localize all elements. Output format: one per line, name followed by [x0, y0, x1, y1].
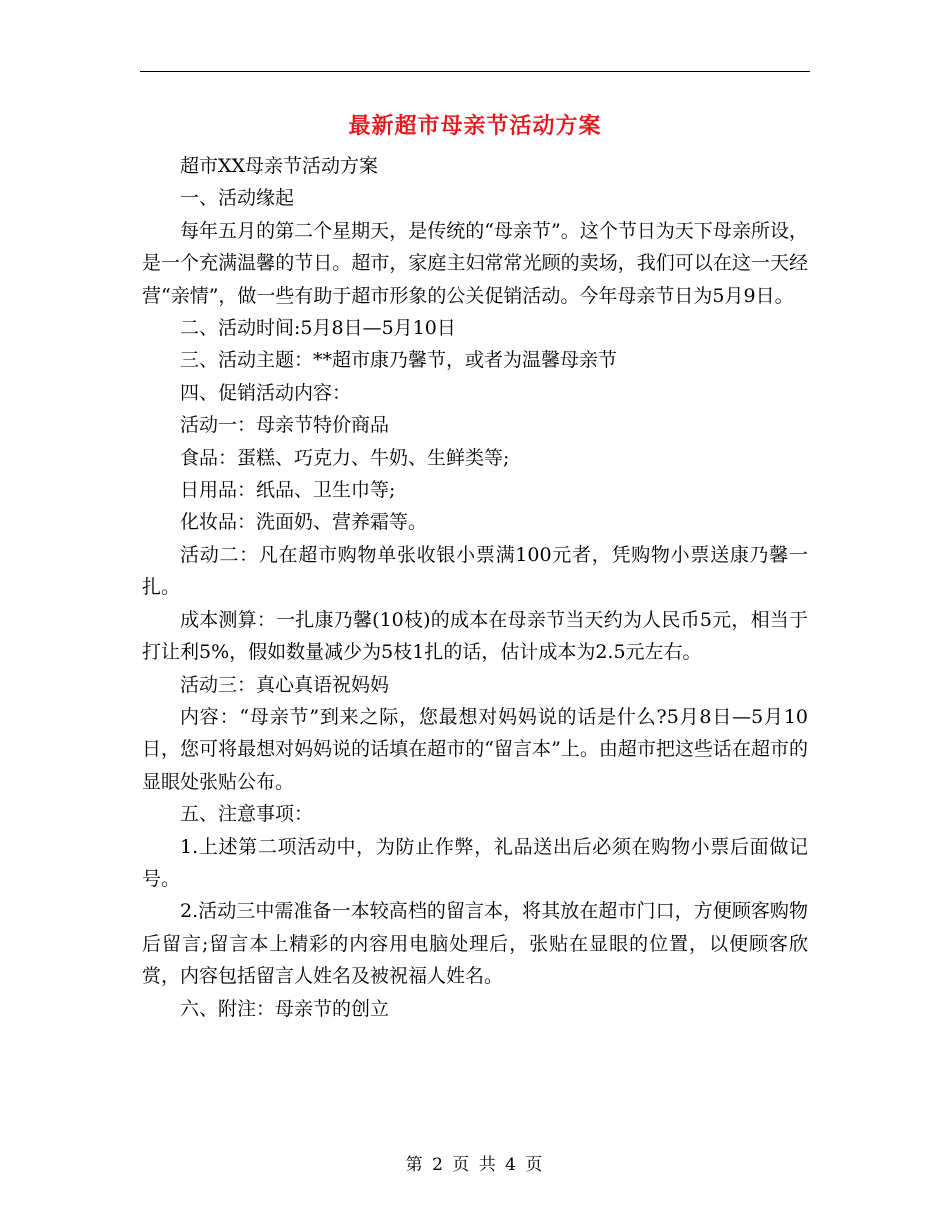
- page-footer: 第 2 页 共 4 页: [405, 1155, 545, 1175]
- paragraph-activity-one: 活动一：母亲节特价商品: [180, 414, 390, 437]
- paragraph-activity-three-content: 内容：“母亲节”到来之际，您最想对妈妈说的话是什么?5月8日—5月10日，您可将最想对妈妈说的话填在超市的“留言本”上。由超市把这些话在超市的显眼处张贴公布。: [142, 705, 808, 793]
- paragraph-activity-theme: 三、活动主题：**超市康乃馨节，或者为温馨母亲节: [180, 349, 618, 372]
- document-title: 最新超市母亲节活动方案: [348, 113, 602, 139]
- paragraph-cost-estimate: 成本测算：一扎康乃馨(10枝)的成本在母亲节当天约为人民币5元，相当于打让利5%，假如数量减少为5枝1扎的话，估计成本为2.5元左右。: [142, 608, 808, 664]
- paragraph-food: 食品：蛋糕、巧克力、牛奶、生鲜类等;: [180, 446, 510, 469]
- paragraph-heading-origin: 一、活动缘起: [180, 187, 295, 210]
- paragraph-heading-appendix: 六、附注：母亲节的创立: [180, 997, 390, 1020]
- paragraph-cosmetics: 化妆品：洗面奶、营养霜等。: [180, 511, 428, 534]
- paragraph-heading-promotion: 四、促销活动内容：: [180, 381, 352, 404]
- paragraph-subtitle: 超市XX母亲节活动方案: [180, 155, 379, 177]
- header-rule: [140, 71, 810, 72]
- paragraph-heading-notes: 五、注意事项：: [180, 803, 314, 826]
- paragraph-activity-two: 活动二：凡在超市购物单张收银小票满100元者，凭购物小票送康乃馨一扎。: [142, 543, 808, 599]
- paragraph-daily-goods: 日用品：纸品、卫生巾等;: [180, 479, 396, 502]
- paragraph-activity-time: 二、活动时间:5月8日—5月10日: [180, 317, 456, 340]
- paragraph-note-one: 1.上述第二项活动中，为防止作弊，礼品送出后必须在购物小票后面做记号。: [142, 835, 808, 890]
- document-body: [142, 150, 808, 1025]
- paragraph-origin-text: 每年五月的第二个星期天，是传统的“母亲节”。这个节日为天下母亲所设，是一个充满温馨的节日。超市，家庭主妇常常光顾的卖场，我们可以在这一天经营“亲情”，做一些有助于超市形象的公关促销活动。今年母亲节日为5月9日。: [142, 219, 808, 307]
- paragraph-activity-three: 活动三：真心真语祝妈妈: [180, 673, 390, 696]
- paragraph-note-two: 2.活动三中需准备一本较高档的留言本，将其放在超市门口，方便顾客购物后留言;留言本上精彩的内容用电脑处理后，张贴在显眼的位置，以便顾客欣赏，内容包括留言人姓名及被祝福人姓名。: [142, 900, 808, 988]
